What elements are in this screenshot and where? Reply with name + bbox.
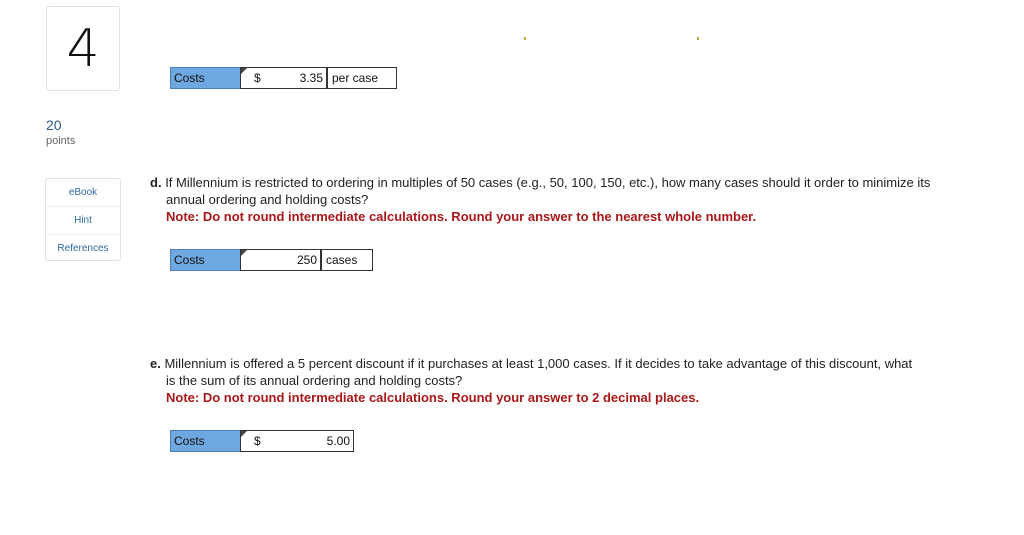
answer-row-e <box>170 430 354 452</box>
unit-label: cases <box>321 249 373 271</box>
question-text: Millennium is offered a 5 percent discount if it purchases at least 1,000 cases. If it decides to take advantage of this discount, what <box>164 356 913 371</box>
answer-value: 3.35 <box>299 71 323 85</box>
answer-row-d <box>170 249 373 271</box>
points-value: 20 <box>46 117 62 133</box>
points-label: points <box>46 135 76 147</box>
question-text: is the sum of its annual ordering and holding costs? <box>166 373 463 388</box>
cell-corner-marker <box>241 250 247 256</box>
answer-value: 250 <box>296 253 317 267</box>
part-letter: d. <box>150 175 162 190</box>
question-number: 4 <box>46 6 120 91</box>
currency-symbol: $ <box>254 434 261 448</box>
question-text: annual ordering and holding costs? <box>166 192 369 207</box>
answer-input-c[interactable] <box>240 67 327 89</box>
ebook-link[interactable]: eBook <box>46 179 120 207</box>
answer-row-c <box>170 67 397 89</box>
unit-label: per case <box>327 67 397 89</box>
answer-input-e[interactable] <box>240 430 354 452</box>
hint-link[interactable]: Hint <box>46 207 120 235</box>
answer-value: 5.00 <box>326 434 350 448</box>
costs-label: Costs <box>170 430 240 452</box>
question-part-d <box>150 174 930 225</box>
references-link[interactable]: References <box>57 243 109 254</box>
scroll-mark <box>697 37 699 40</box>
rounding-note: Note: Do not round intermediate calculations. Round your answer to 2 decimal places. <box>166 390 700 405</box>
scroll-mark <box>524 37 526 40</box>
tools-panel <box>45 178 121 261</box>
question-text: If Millennium is restricted to ordering in multiples of 50 cases (e.g., 50, 100, 150, etc.), how many cases should it order to minimize its <box>165 175 931 190</box>
answer-input-d[interactable] <box>240 249 321 271</box>
costs-label: Costs <box>170 249 240 271</box>
rounding-note: Note: Do not round intermediate calculations. Round your answer to the nearest whole number. <box>166 209 757 224</box>
cell-corner-marker <box>241 68 247 74</box>
cell-corner-marker <box>241 431 247 437</box>
costs-label: Costs <box>170 67 240 89</box>
currency-symbol: $ <box>254 71 261 85</box>
question-part-e <box>150 355 912 406</box>
part-letter: e. <box>150 356 161 371</box>
